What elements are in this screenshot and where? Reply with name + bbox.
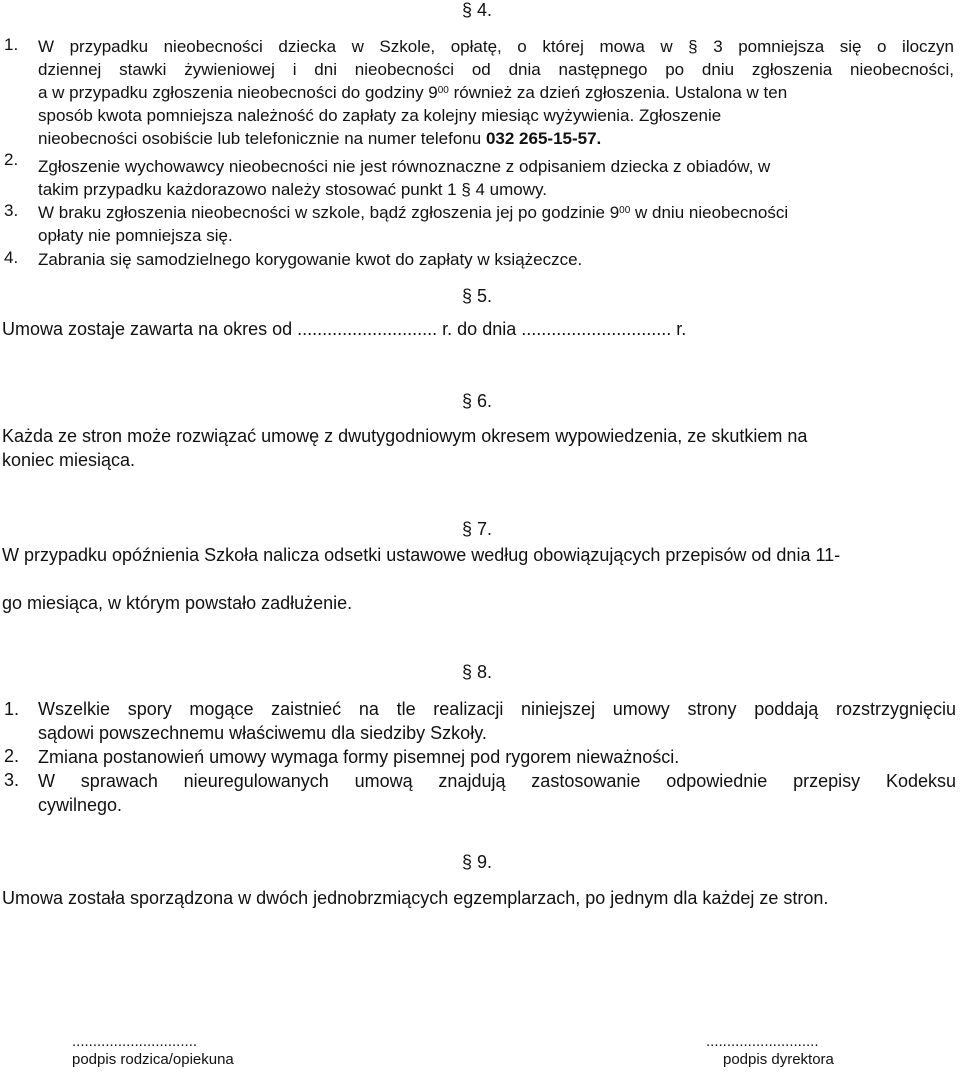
text-line <box>38 127 954 150</box>
text-line: takim przypadku każdorazowo należy stosować punkt 1 § 4 umowy. <box>38 180 547 199</box>
paragraph-8-3 <box>38 769 956 817</box>
section-9-heading: § 9. <box>462 852 493 872</box>
text-line: Zgłoszenie wychowawcy nieobecności nie jest równoznaczne z odpisaniem dziecka z obiadów, w <box>38 157 771 176</box>
paragraph-4-2 <box>38 155 954 201</box>
paragraph-5: Umowa zostaje zawarta na okres od ............................ r. do dnia .............................. r. <box>2 319 687 339</box>
text-span: a w przypadku zgłoszenia nieobecności do godziny 9 <box>38 83 438 102</box>
paragraph-8-2 <box>38 745 679 769</box>
superscript: 00 <box>619 205 631 216</box>
phone-number: 032 265-15-57. <box>485 129 602 148</box>
section-6-heading: § 6. <box>462 391 493 411</box>
text-line: sposób kwota pomniejsza należność do zapłaty za kolejny miesiąc wyżywienia. Zgłoszenie <box>38 106 722 125</box>
paragraph-4-4 <box>38 248 582 271</box>
section-7-heading: § 7. <box>462 519 493 539</box>
text-line: sądowi powszechnemu właściwemu dla siedziby Szkoły. <box>38 723 487 743</box>
item-number: 1. <box>4 35 19 54</box>
text-line: Każda ze stron może rozwiązać umowę z dwutygodniowym okresem wypowiedzenia, ze skutkiem na <box>2 426 808 446</box>
item-number: 3. <box>4 770 20 790</box>
text-line: dziennej stawki żywieniowej i dni nieobecności od dnia następnego po dniu zgłoszenia nieobecności, <box>38 60 954 79</box>
text-line: koniec miesiąca. <box>2 450 136 470</box>
text-line: W sprawach nieuregulowanych umową znajdują zastosowanie odpowiednie przepisy Kodeksu <box>38 771 956 791</box>
paragraph-7-line-1: W przypadku opóźnienia Szkoła nalicza odsetki ustawowe według obowiązujących przepisów od dnia 11- <box>2 545 841 565</box>
item-number: 2. <box>4 150 19 169</box>
text-line: Zabrania się samodzielnego korygowanie kwot do zapłaty w książeczce. <box>38 250 583 269</box>
paragraph-4-3 <box>38 201 954 247</box>
paragraph-7-line-2: go miesiąca, w którym powstało zadłużenie. <box>2 593 353 613</box>
text-line: Wszelkie spory mogące zaistnieć na tle realizacji niniejszej umowy strony poddają rozstrzygnięciu <box>38 699 956 719</box>
text-line <box>38 201 954 224</box>
section-8-heading: § 8. <box>462 662 493 682</box>
text-span: W braku zgłoszenia nieobecności w szkole, bądź zgłoszenia jej po godzinie 9 <box>38 203 620 222</box>
text-line: Zmiana postanowień umowy wymaga formy pisemnej pod rygorem nieważności. <box>38 747 680 767</box>
text-line: cywilnego. <box>38 795 123 815</box>
signature-block-parent <box>72 1033 234 1069</box>
text-span: nieobecności osobiście lub telefonicznie na numer telefonu <box>38 129 486 148</box>
paragraph-4-1 <box>38 35 954 150</box>
paragraph-8-1 <box>38 697 956 745</box>
item-number: 1. <box>4 699 20 719</box>
text-span: również za dzień zgłoszenia. Ustalona w ten <box>448 83 788 102</box>
signature-label: podpis rodzica/opiekuna <box>72 1051 234 1068</box>
text-line: W przypadku nieobecności dziecka w Szkole, opłatę, o której mowa w § 3 pomniejsza się o iloczyn <box>38 37 954 56</box>
section-5-heading: § 5. <box>462 286 493 306</box>
signature-line: ........................... <box>706 1033 819 1050</box>
section-4-heading: § 4. <box>462 0 493 20</box>
signature-block-director <box>706 1033 834 1069</box>
item-number: 4. <box>4 248 19 267</box>
item-number: 3. <box>4 201 19 220</box>
text-line <box>38 81 954 104</box>
item-number: 2. <box>4 746 20 766</box>
signature-label: podpis dyrektora <box>723 1051 834 1068</box>
superscript: 00 <box>437 85 449 96</box>
text-span: w dniu nieobecności <box>630 203 789 222</box>
paragraph-9: Umowa została sporządzona w dwóch jednobrzmiących egzemplarzach, po jednym dla każdej ze stron. <box>2 888 829 908</box>
paragraph-6 <box>2 424 956 472</box>
text-line: opłaty nie pomniejsza się. <box>38 226 233 245</box>
signature-line: .............................. <box>72 1033 198 1050</box>
